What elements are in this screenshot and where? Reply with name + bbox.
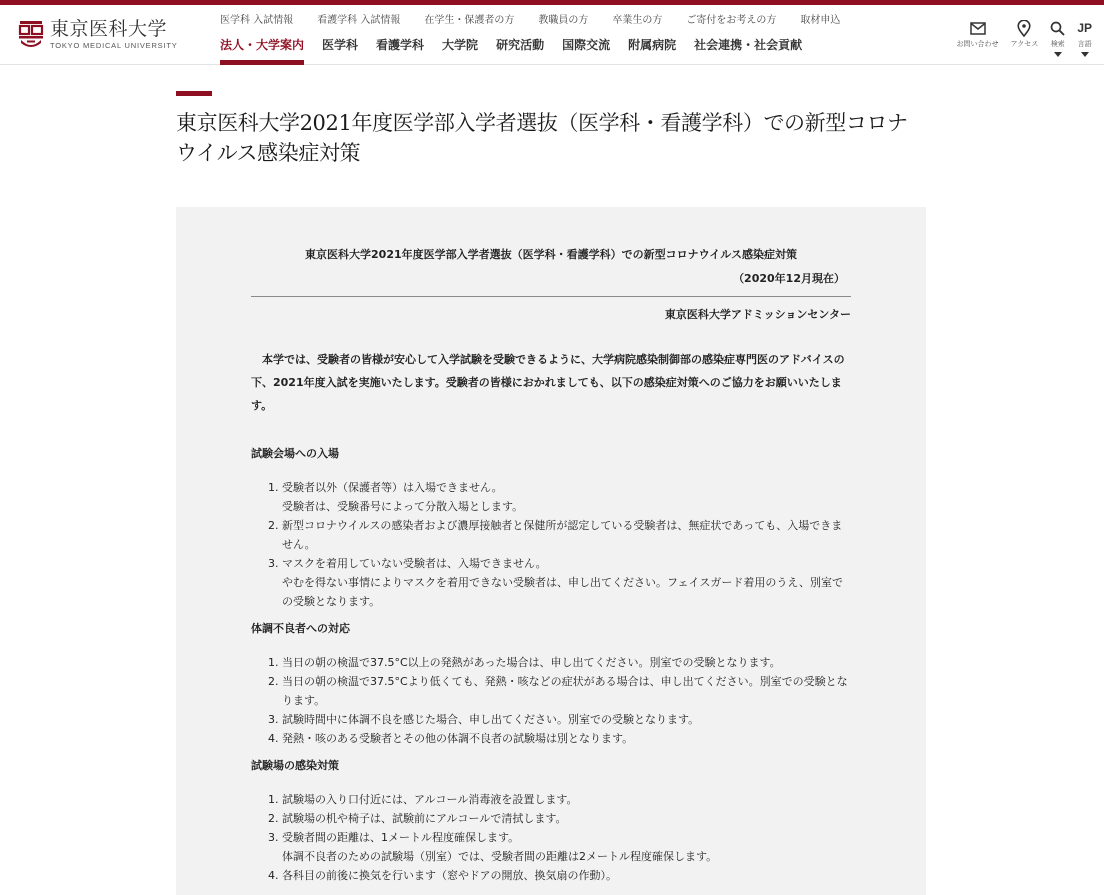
section-title-venue-measures: 試験場の感染対策 — [251, 759, 339, 772]
list-item: 3. 受験者間の距離は、1メートル程度確保します。 体調不良者のための試験場（別室）では、受験者間の距離は2メートル程度確保します。 — [268, 831, 718, 863]
list-item: 3. 試験時間中に体調不良を感じた場合、申し出てください。別室での受験となります。 — [268, 713, 700, 726]
illness-rules-list — [268, 653, 851, 748]
search-label: 検索 — [1050, 40, 1065, 48]
notice-panel — [176, 207, 926, 895]
subnav-item-nursing-admissions[interactable]: 看護学科 入試情報 — [317, 15, 401, 26]
section-title-illness: 体調不良者への対応 — [251, 622, 350, 635]
venue-measures-list — [268, 790, 851, 885]
language-icon: JP — [1077, 21, 1092, 35]
mainnav-item-graduate[interactable]: 大学院 — [442, 38, 479, 52]
chevron-down-icon — [1054, 52, 1062, 57]
access-button[interactable] — [1011, 19, 1039, 49]
mainnav-item-international[interactable]: 国際交流 — [562, 38, 611, 52]
mainnav-item-research[interactable]: 研究活動 — [496, 38, 545, 52]
chevron-down-icon — [1081, 52, 1089, 57]
divider — [251, 296, 851, 297]
list-item: 4. 発熱・咳のある受験者とその他の体調不良者の試験場は別となります。 — [268, 732, 634, 745]
list-item: 1. 当日の朝の検温で37.5°C以上の発熱があった場合は、申し出てください。別室での受験となります。 — [268, 656, 781, 669]
contact-button[interactable] — [957, 19, 999, 49]
notice-heading: 東京医科大学2021年度医学部入学者選抜（医学科・看護学科）での新型コロナウイルス感染症対策 — [305, 248, 797, 261]
page-title: 東京医科大学2021年度医学部入学者選抜（医学科・看護学科）での新型コロナウイルス感染症対策 — [176, 111, 908, 165]
site-logo[interactable] — [18, 19, 178, 50]
entry-rules-list — [268, 478, 851, 611]
language-label: 言語 — [1077, 40, 1092, 48]
notice-organization: 東京医科大学アドミッションセンター — [664, 308, 851, 321]
main-nav — [220, 37, 820, 65]
subnav-item-press[interactable]: 取材申込 — [800, 15, 841, 26]
list-item: 3. マスクを着用していない受験者は、入場できません。 やむを得ない事情によりマスクを着用できない受験者は、申し出てください。フェイスガード着用のうえ、別室での受験となります。 — [268, 557, 843, 608]
mainnav-item-about[interactable]: 法人・大学案内 — [220, 37, 304, 65]
access-label: アクセス — [1010, 40, 1039, 48]
list-item: 1. 試験場の入り口付近には、アルコール消毒液を設置します。 — [268, 793, 578, 806]
contact-label: お問い合わせ — [956, 40, 999, 48]
subnav-item-faculty-staff[interactable]: 教職員の方 — [538, 15, 589, 26]
logo-name-en: TOKYO MEDICAL UNIVERSITY — [50, 41, 178, 50]
search-icon — [1050, 19, 1065, 37]
utility-nav — [945, 19, 1092, 57]
list-item: 4. 各科目の前後に換気を行います（窓やドアの開放、換気扇の作動）。 — [268, 869, 617, 882]
language-button[interactable] — [1077, 19, 1092, 57]
title-accent-bar — [176, 91, 212, 96]
map-pin-icon — [1017, 19, 1031, 37]
logo-emblem-icon — [18, 20, 44, 50]
list-item: 2. 試験場の机や椅子は、試験前にアルコールで清拭します。 — [268, 812, 567, 825]
section-title-entry: 試験会場への入場 — [251, 447, 339, 460]
notice-date: （2020年12月現在） — [733, 272, 845, 285]
site-header — [0, 5, 1104, 65]
list-item: 1. 受験者以外（保護者等）は入場できません。 受験者は、受験番号によって分散入場とします。 — [268, 481, 524, 513]
mainnav-item-hospitals[interactable]: 附属病院 — [628, 38, 677, 52]
list-item: 2. 当日の朝の検温で37.5°Cより低くても、発熱・咳などの症状がある場合は、申し出てください。別室での受験となります。 — [268, 675, 848, 707]
audience-nav — [220, 14, 864, 28]
subnav-item-medicine-admissions[interactable]: 医学科 入試情報 — [220, 15, 294, 26]
subnav-item-students-guardians[interactable]: 在学生・保護者の方 — [424, 15, 515, 26]
notice-intro: 本学では、受験者の皆様が安心して入学試験を受験できるように、大学病院感染制御部の感染症専門医のアドバイスの下、2021年度入試を実施いたします。受験者の皆様におかれましても、以下の感染症対策へのご協力をお願いいたします。 — [251, 353, 845, 412]
notice-document — [251, 245, 851, 885]
search-button[interactable] — [1050, 19, 1065, 57]
subnav-item-donations[interactable]: ご寄付をお考えの方 — [686, 15, 777, 26]
logo-name-jp: 東京医科大学 — [50, 18, 168, 40]
mainnav-item-medicine[interactable]: 医学科 — [322, 38, 359, 52]
mail-icon — [970, 19, 986, 37]
list-item: 2. 新型コロナウイルスの感染者および濃厚接触者と保健所が認定している受験者は、無症状であっても、入場できません。 — [268, 519, 843, 551]
subnav-item-alumni[interactable]: 卒業生の方 — [612, 15, 663, 26]
mainnav-item-community[interactable]: 社会連携・社会貢献 — [694, 38, 803, 52]
mainnav-item-nursing[interactable]: 看護学科 — [376, 38, 425, 52]
